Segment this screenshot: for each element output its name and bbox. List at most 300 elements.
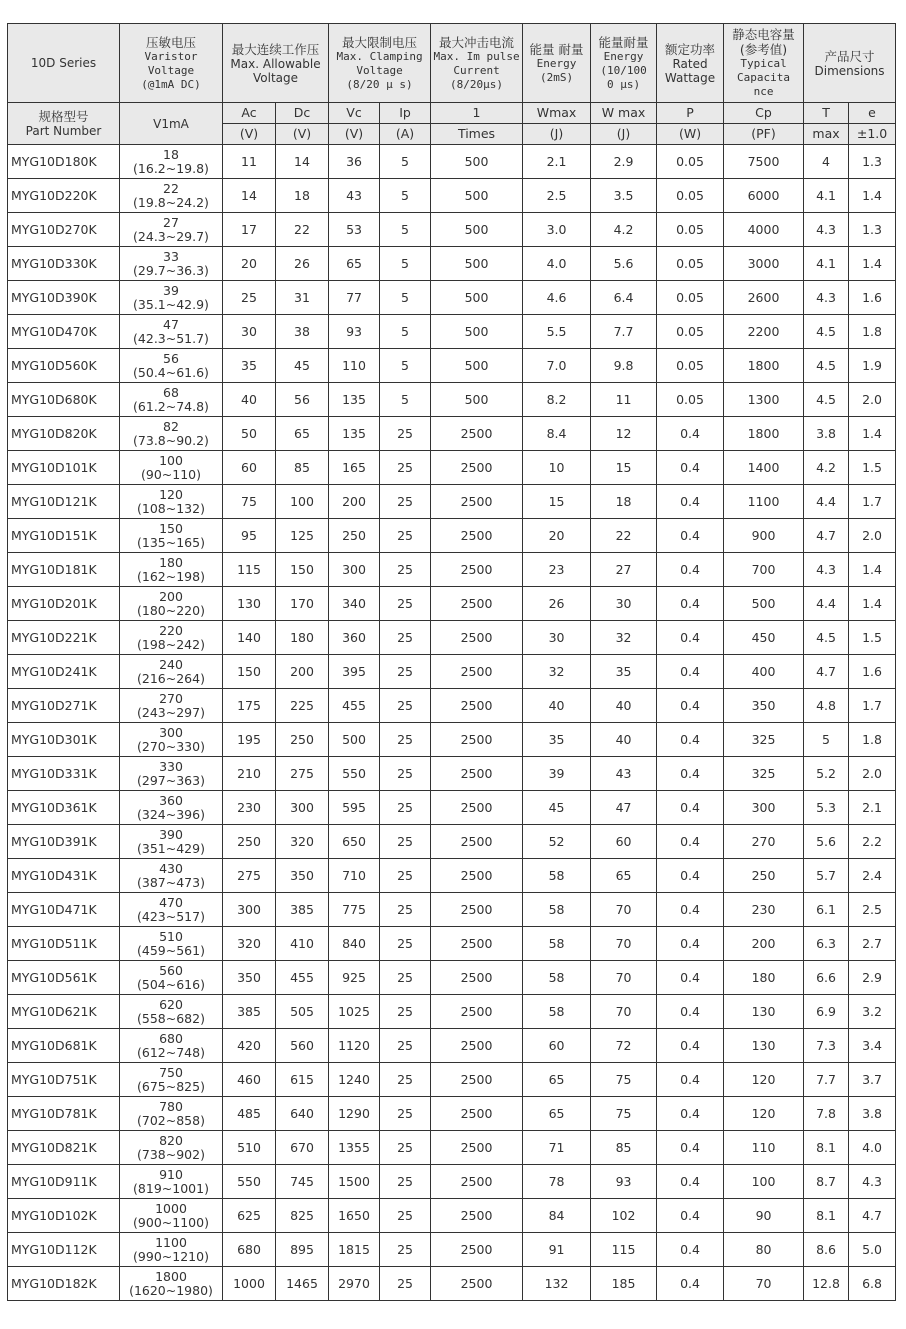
cell-peak-current: 25 [380,519,431,553]
cell-impulse-times: 2500 [431,927,523,961]
table-row [8,689,896,723]
cell-part-number: MYG10D911K [8,1165,120,1199]
cell-pitch: 1.3 [849,213,896,247]
cell-thickness: 6.1 [804,893,849,927]
allowable-voltage-header: 最大连续工作压 Max. Allowable Voltage [223,24,329,103]
cell-clamping-voltage: 360 [329,621,380,655]
cell-energy-2ms: 5.5 [523,315,591,349]
cell-part-number: MYG10D102K [8,1199,120,1233]
varistor-nominal: 240 [159,656,183,672]
cell-capacitance: 700 [724,553,804,587]
cell-energy-10-1000: 3.5 [591,179,657,213]
cell-dc-voltage: 65 [276,417,329,451]
varistor-range: (819~1001) [133,1180,209,1196]
cell-clamping-voltage: 1290 [329,1097,380,1131]
cell-pitch: 2.2 [849,825,896,859]
table-row [8,145,896,179]
cell-varistor-voltage [120,927,223,961]
table-row [8,553,896,587]
varistor-range: (423~517) [137,908,205,924]
cell-part-number: MYG10D331K [8,757,120,791]
cell-rated-wattage: 0.4 [657,927,724,961]
cell-pitch: 2.0 [849,383,896,417]
cell-ac-voltage: 50 [223,417,276,451]
cell-energy-2ms: 8.2 [523,383,591,417]
cell-energy-10-1000: 27 [591,553,657,587]
capacitance-header: 静态电容量 (参考值) Typical Capacita nce [724,24,804,103]
cell-pitch: 3.8 [849,1097,896,1131]
cell-thickness: 5.2 [804,757,849,791]
cell-dc-voltage: 615 [276,1063,329,1097]
varistor-nominal: 1800 [155,1268,187,1284]
cell-thickness: 5.3 [804,791,849,825]
cell-thickness: 4.8 [804,689,849,723]
varistor-nominal: 910 [159,1166,183,1182]
cell-thickness: 4.3 [804,213,849,247]
cell-peak-current: 25 [380,1097,431,1131]
cell-dc-voltage: 640 [276,1097,329,1131]
cell-part-number: MYG10D121K [8,485,120,519]
cell-thickness: 7.8 [804,1097,849,1131]
table-row [8,995,896,1029]
cell-varistor-voltage [120,1267,223,1301]
cell-energy-10-1000: 93 [591,1165,657,1199]
cell-energy-10-1000: 70 [591,893,657,927]
spec-table-wrapper [7,23,896,1301]
cell-peak-current: 25 [380,621,431,655]
varistor-range: (738~902) [137,1146,205,1162]
cell-dc-voltage: 670 [276,1131,329,1165]
cell-impulse-times: 2500 [431,1063,523,1097]
cell-dc-voltage: 320 [276,825,329,859]
cell-rated-wattage: 0.4 [657,1165,724,1199]
cell-energy-10-1000: 32 [591,621,657,655]
cell-clamping-voltage: 550 [329,757,380,791]
cell-energy-2ms: 39 [523,757,591,791]
varistor-range: (135~165) [137,534,205,550]
cell-clamping-voltage: 925 [329,961,380,995]
cell-thickness: 4.3 [804,553,849,587]
table-row [8,485,896,519]
cell-dc-voltage: 250 [276,723,329,757]
cell-dc-voltage: 745 [276,1165,329,1199]
cell-impulse-times: 2500 [431,1267,523,1301]
cell-capacitance: 90 [724,1199,804,1233]
cell-capacitance: 325 [724,757,804,791]
cell-energy-10-1000: 102 [591,1199,657,1233]
cell-thickness: 12.8 [804,1267,849,1301]
cell-pitch: 1.4 [849,179,896,213]
cell-part-number: MYG10D241K [8,655,120,689]
varistor-nominal: 33 [163,248,179,264]
cell-clamping-voltage: 300 [329,553,380,587]
cell-part-number: MYG10D330K [8,247,120,281]
cell-clamping-voltage: 110 [329,349,380,383]
cell-rated-wattage: 0.4 [657,689,724,723]
varistor-nominal: 560 [159,962,183,978]
cell-dc-voltage: 31 [276,281,329,315]
cell-energy-10-1000: 47 [591,791,657,825]
table-row [8,417,896,451]
varistor-nominal: 18 [163,146,179,162]
cell-part-number: MYG10D220K [8,179,120,213]
table-row [8,791,896,825]
cell-clamping-voltage: 135 [329,417,380,451]
cell-pitch: 2.7 [849,927,896,961]
cell-energy-2ms: 4.6 [523,281,591,315]
cell-part-number: MYG10D271K [8,689,120,723]
cell-thickness: 4.1 [804,179,849,213]
symbol-wmax-2: W max [591,103,657,124]
varistor-nominal: 68 [163,384,179,400]
symbol-impulse: 1 [431,103,523,124]
cell-varistor-voltage [120,995,223,1029]
cell-energy-2ms: 3.0 [523,213,591,247]
cell-peak-current: 25 [380,791,431,825]
table-row [8,961,896,995]
cell-energy-2ms: 7.0 [523,349,591,383]
cell-energy-10-1000: 40 [591,723,657,757]
cell-pitch: 1.9 [849,349,896,383]
cell-rated-wattage: 0.05 [657,145,724,179]
cell-ac-voltage: 17 [223,213,276,247]
cell-varistor-voltage [120,519,223,553]
varistor-range: (558~682) [137,1010,205,1026]
cell-thickness: 4.5 [804,349,849,383]
cell-varistor-voltage [120,893,223,927]
cell-ac-voltage: 30 [223,315,276,349]
cell-energy-10-1000: 60 [591,825,657,859]
cell-pitch: 2.1 [849,791,896,825]
cell-energy-2ms: 2.5 [523,179,591,213]
cell-dc-voltage: 560 [276,1029,329,1063]
cell-varistor-voltage [120,1063,223,1097]
cell-varistor-voltage [120,1097,223,1131]
cell-peak-current: 25 [380,485,431,519]
cell-part-number: MYG10D560K [8,349,120,383]
cell-pitch: 2.4 [849,859,896,893]
varistor-nominal: 47 [163,316,179,332]
cell-clamping-voltage: 650 [329,825,380,859]
cell-dc-voltage: 225 [276,689,329,723]
cell-clamping-voltage: 1025 [329,995,380,1029]
cell-capacitance: 300 [724,791,804,825]
cell-capacitance: 1400 [724,451,804,485]
cell-dc-voltage: 26 [276,247,329,281]
varistor-nominal: 430 [159,860,183,876]
cell-capacitance: 1100 [724,485,804,519]
cell-pitch: 1.4 [849,247,896,281]
varistor-nominal: 330 [159,758,183,774]
cell-part-number: MYG10D391K [8,825,120,859]
varistor-range: (61.2~74.8) [133,398,209,414]
cell-impulse-times: 2500 [431,1165,523,1199]
cell-impulse-times: 2500 [431,689,523,723]
varistor-range: (675~825) [137,1078,205,1094]
cell-energy-2ms: 10 [523,451,591,485]
cell-pitch: 4.0 [849,1131,896,1165]
table-row [8,1165,896,1199]
table-row [8,1063,896,1097]
symbol-e: e [849,103,896,124]
cell-varistor-voltage [120,859,223,893]
cell-peak-current: 25 [380,553,431,587]
cell-rated-wattage: 0.4 [657,1063,724,1097]
cell-varistor-voltage [120,825,223,859]
varistor-range: (180~220) [137,602,205,618]
cell-part-number: MYG10D471K [8,893,120,927]
cell-thickness: 6.3 [804,927,849,961]
cell-clamping-voltage: 65 [329,247,380,281]
unit-j-2: (J) [591,124,657,145]
cell-part-number: MYG10D511K [8,927,120,961]
cell-clamping-voltage: 1120 [329,1029,380,1063]
cell-varistor-voltage [120,791,223,825]
cell-peak-current: 25 [380,655,431,689]
varistor-range: (243~297) [137,704,205,720]
cell-peak-current: 25 [380,1165,431,1199]
cell-pitch: 4.7 [849,1199,896,1233]
cell-varistor-voltage [120,655,223,689]
varistor-range: (351~429) [137,840,205,856]
cell-capacitance: 4000 [724,213,804,247]
cell-ac-voltage: 14 [223,179,276,213]
cell-ac-voltage: 320 [223,927,276,961]
cell-thickness: 5.7 [804,859,849,893]
cell-pitch: 1.3 [849,145,896,179]
table-row [8,179,896,213]
cell-dc-voltage: 180 [276,621,329,655]
cell-ac-voltage: 140 [223,621,276,655]
unit-t-max: max [804,124,849,145]
cell-dc-voltage: 505 [276,995,329,1029]
cell-rated-wattage: 0.05 [657,213,724,247]
symbol-cp: Cp [724,103,804,124]
cell-pitch: 1.4 [849,417,896,451]
table-row [8,587,896,621]
cell-clamping-voltage: 710 [329,859,380,893]
symbol-vc: Vc [329,103,380,124]
cell-impulse-times: 500 [431,315,523,349]
cell-peak-current: 5 [380,383,431,417]
varistor-range: (90~110) [141,466,201,482]
v1ma-header: V1mA [120,103,223,145]
cell-impulse-times: 500 [431,383,523,417]
cell-part-number: MYG10D151K [8,519,120,553]
cell-part-number: MYG10D201K [8,587,120,621]
cell-varistor-voltage [120,587,223,621]
cell-part-number: MYG10D180K [8,145,120,179]
varistor-range: (73.8~90.2) [133,432,209,448]
cell-energy-2ms: 2.1 [523,145,591,179]
cell-rated-wattage: 0.05 [657,247,724,281]
cell-part-number: MYG10D470K [8,315,120,349]
cell-pitch: 1.6 [849,281,896,315]
cell-impulse-times: 2500 [431,519,523,553]
cell-varistor-voltage [120,247,223,281]
cell-pitch: 1.5 [849,621,896,655]
cell-rated-wattage: 0.4 [657,791,724,825]
varistor-range: (162~198) [137,568,205,584]
cell-part-number: MYG10D751K [8,1063,120,1097]
cell-capacitance: 450 [724,621,804,655]
cell-peak-current: 25 [380,859,431,893]
cell-rated-wattage: 0.4 [657,961,724,995]
series-title: 10D Series [8,24,120,103]
cell-ac-voltage: 275 [223,859,276,893]
cell-part-number: MYG10D561K [8,961,120,995]
cell-capacitance: 120 [724,1097,804,1131]
table-row [8,1233,896,1267]
cell-dc-voltage: 895 [276,1233,329,1267]
cell-capacitance: 250 [724,859,804,893]
cell-energy-2ms: 60 [523,1029,591,1063]
cell-rated-wattage: 0.4 [657,1029,724,1063]
cell-energy-10-1000: 75 [591,1063,657,1097]
cell-varistor-voltage [120,281,223,315]
cell-varistor-voltage [120,315,223,349]
energy-2ms-header: 能量 耐量 Energy (2mS) [523,24,591,103]
cell-clamping-voltage: 840 [329,927,380,961]
table-row [8,281,896,315]
cell-ac-voltage: 20 [223,247,276,281]
cell-varistor-voltage [120,349,223,383]
cell-energy-2ms: 15 [523,485,591,519]
table-row [8,1131,896,1165]
cell-part-number: MYG10D182K [8,1267,120,1301]
cell-dc-voltage: 85 [276,451,329,485]
cell-capacitance: 900 [724,519,804,553]
varistor-range: (702~858) [137,1112,205,1128]
cell-impulse-times: 2500 [431,485,523,519]
cell-thickness: 8.1 [804,1199,849,1233]
cell-energy-10-1000: 43 [591,757,657,791]
cell-capacitance: 130 [724,995,804,1029]
cell-peak-current: 25 [380,995,431,1029]
cell-ac-voltage: 130 [223,587,276,621]
cell-part-number: MYG10D270K [8,213,120,247]
cell-ac-voltage: 460 [223,1063,276,1097]
cell-impulse-times: 2500 [431,1097,523,1131]
varistor-range: (990~1210) [133,1248,209,1264]
cell-ac-voltage: 40 [223,383,276,417]
cell-impulse-times: 2500 [431,451,523,485]
cell-energy-2ms: 65 [523,1063,591,1097]
cell-clamping-voltage: 340 [329,587,380,621]
unit-j-1: (J) [523,124,591,145]
cell-energy-2ms: 58 [523,995,591,1029]
varistor-range: (1620~1980) [129,1282,213,1298]
cell-clamping-voltage: 135 [329,383,380,417]
table-row [8,1199,896,1233]
cell-pitch: 1.7 [849,485,896,519]
cell-dc-voltage: 350 [276,859,329,893]
cell-part-number: MYG10D221K [8,621,120,655]
cell-energy-2ms: 52 [523,825,591,859]
cell-peak-current: 25 [380,689,431,723]
cell-rated-wattage: 0.4 [657,587,724,621]
cell-dc-voltage: 18 [276,179,329,213]
impulse-current-header: 最大冲击电流 Max. Im pulse Current (8/20μs) [431,24,523,103]
cell-clamping-voltage: 53 [329,213,380,247]
cell-thickness: 3.8 [804,417,849,451]
cell-impulse-times: 2500 [431,995,523,1029]
cell-rated-wattage: 0.4 [657,1097,724,1131]
table-row [8,893,896,927]
cell-part-number: MYG10D431K [8,859,120,893]
cell-varistor-voltage [120,961,223,995]
dimensions-header: 产品尺寸 Dimensions [804,24,896,103]
cell-peak-current: 25 [380,1063,431,1097]
symbol-t: T [804,103,849,124]
varistor-nominal: 200 [159,588,183,604]
cell-dc-voltage: 38 [276,315,329,349]
cell-rated-wattage: 0.05 [657,315,724,349]
cell-clamping-voltage: 77 [329,281,380,315]
cell-thickness: 7.3 [804,1029,849,1063]
varistor-nominal: 82 [163,418,179,434]
cell-energy-2ms: 78 [523,1165,591,1199]
cell-capacitance: 120 [724,1063,804,1097]
varistor-range: (504~616) [137,976,205,992]
cell-varistor-voltage [120,485,223,519]
table-row [8,1097,896,1131]
cell-rated-wattage: 0.4 [657,417,724,451]
varistor-range: (216~264) [137,670,205,686]
cell-dc-voltage: 455 [276,961,329,995]
cell-varistor-voltage [120,451,223,485]
cell-ac-voltage: 150 [223,655,276,689]
cell-energy-10-1000: 72 [591,1029,657,1063]
cell-thickness: 4.3 [804,281,849,315]
cell-dc-voltage: 22 [276,213,329,247]
varistor-range: (459~561) [137,942,205,958]
cell-peak-current: 5 [380,247,431,281]
cell-varistor-voltage [120,213,223,247]
cell-clamping-voltage: 36 [329,145,380,179]
cell-peak-current: 25 [380,1199,431,1233]
cell-part-number: MYG10D301K [8,723,120,757]
cell-clamping-voltage: 500 [329,723,380,757]
cell-impulse-times: 2500 [431,791,523,825]
cell-clamping-voltage: 93 [329,315,380,349]
table-row [8,383,896,417]
cell-dc-voltage: 125 [276,519,329,553]
cell-ac-voltage: 195 [223,723,276,757]
cell-capacitance: 1300 [724,383,804,417]
cell-ac-voltage: 510 [223,1131,276,1165]
cell-ac-voltage: 300 [223,893,276,927]
cell-dc-voltage: 275 [276,757,329,791]
cell-varistor-voltage [120,145,223,179]
varistor-nominal: 300 [159,724,183,740]
unit-times: Times [431,124,523,145]
cell-thickness: 4.7 [804,655,849,689]
cell-part-number: MYG10D621K [8,995,120,1029]
varistor-range: (50.4~61.6) [133,364,209,380]
varistor-nominal: 27 [163,214,179,230]
cell-rated-wattage: 0.4 [657,553,724,587]
cell-energy-10-1000: 18 [591,485,657,519]
symbol-p: P [657,103,724,124]
table-row [8,213,896,247]
varistor-nominal: 750 [159,1064,183,1080]
cell-pitch: 2.9 [849,961,896,995]
cell-energy-10-1000: 5.6 [591,247,657,281]
table-row [8,451,896,485]
cell-ac-voltage: 230 [223,791,276,825]
cell-dc-voltage: 300 [276,791,329,825]
